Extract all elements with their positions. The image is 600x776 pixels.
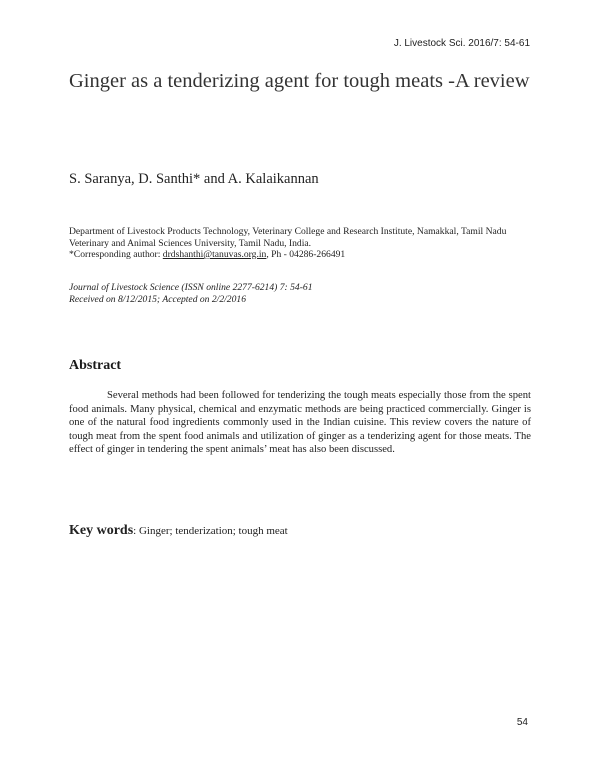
affiliation-block — [69, 226, 534, 261]
received-dates: Received on 8/12/2015; Accepted on 2/2/2016 — [69, 293, 246, 305]
abstract-heading: Abstract — [69, 358, 122, 373]
keywords-label: Key words — [69, 523, 134, 538]
article-title: Ginger as a tenderizing agent for tough meats -A review — [69, 70, 530, 92]
corresponding-prefix: *Corresponding author: — [69, 249, 163, 260]
author-list: S. Saranya, D. Santhi* and A. Kalaikannan — [69, 171, 319, 187]
abstract-body: Several methods had been followed for tenderizing the tough meats especially those from the spent food animals. Many physical, chemical and enzymatic methods are being practiced commercially. Ginger is one of the natural food ingredients commonly used in the Indian cuisine. This review covers the nature of tough meat from the spent food animals and utilization of ginger as a tenderizing agent for those meats. The effect of ginger in tendering the spent animals’ meat has also been discussed. — [69, 390, 531, 456]
journal-info — [69, 282, 534, 305]
corresponding-email-link[interactable]: drdshanthi@tanuvas.org.in — [162, 249, 267, 260]
corresponding-author-line — [69, 249, 534, 261]
affiliation-text: Department of Livestock Products Technology, Veterinary College and Research Institute, Namakkal, Tamil Nadu Veterinary and Animal Sciences University, Tamil Nadu, India. — [69, 226, 507, 249]
journal-citation: Journal of Livestock Science (ISSN online 2277-6214) 7: 54-61 — [69, 282, 313, 293]
page-number: 54 — [516, 717, 528, 728]
corresponding-suffix: , Ph - 04286-266491 — [266, 249, 346, 260]
keywords-line — [69, 523, 288, 539]
running-head: J. Livestock Sci. 2016/7: 54-61 — [393, 38, 530, 49]
keywords-text: Ginger; tenderization; tough meat — [138, 525, 288, 537]
keywords-separator: : — [133, 525, 139, 537]
